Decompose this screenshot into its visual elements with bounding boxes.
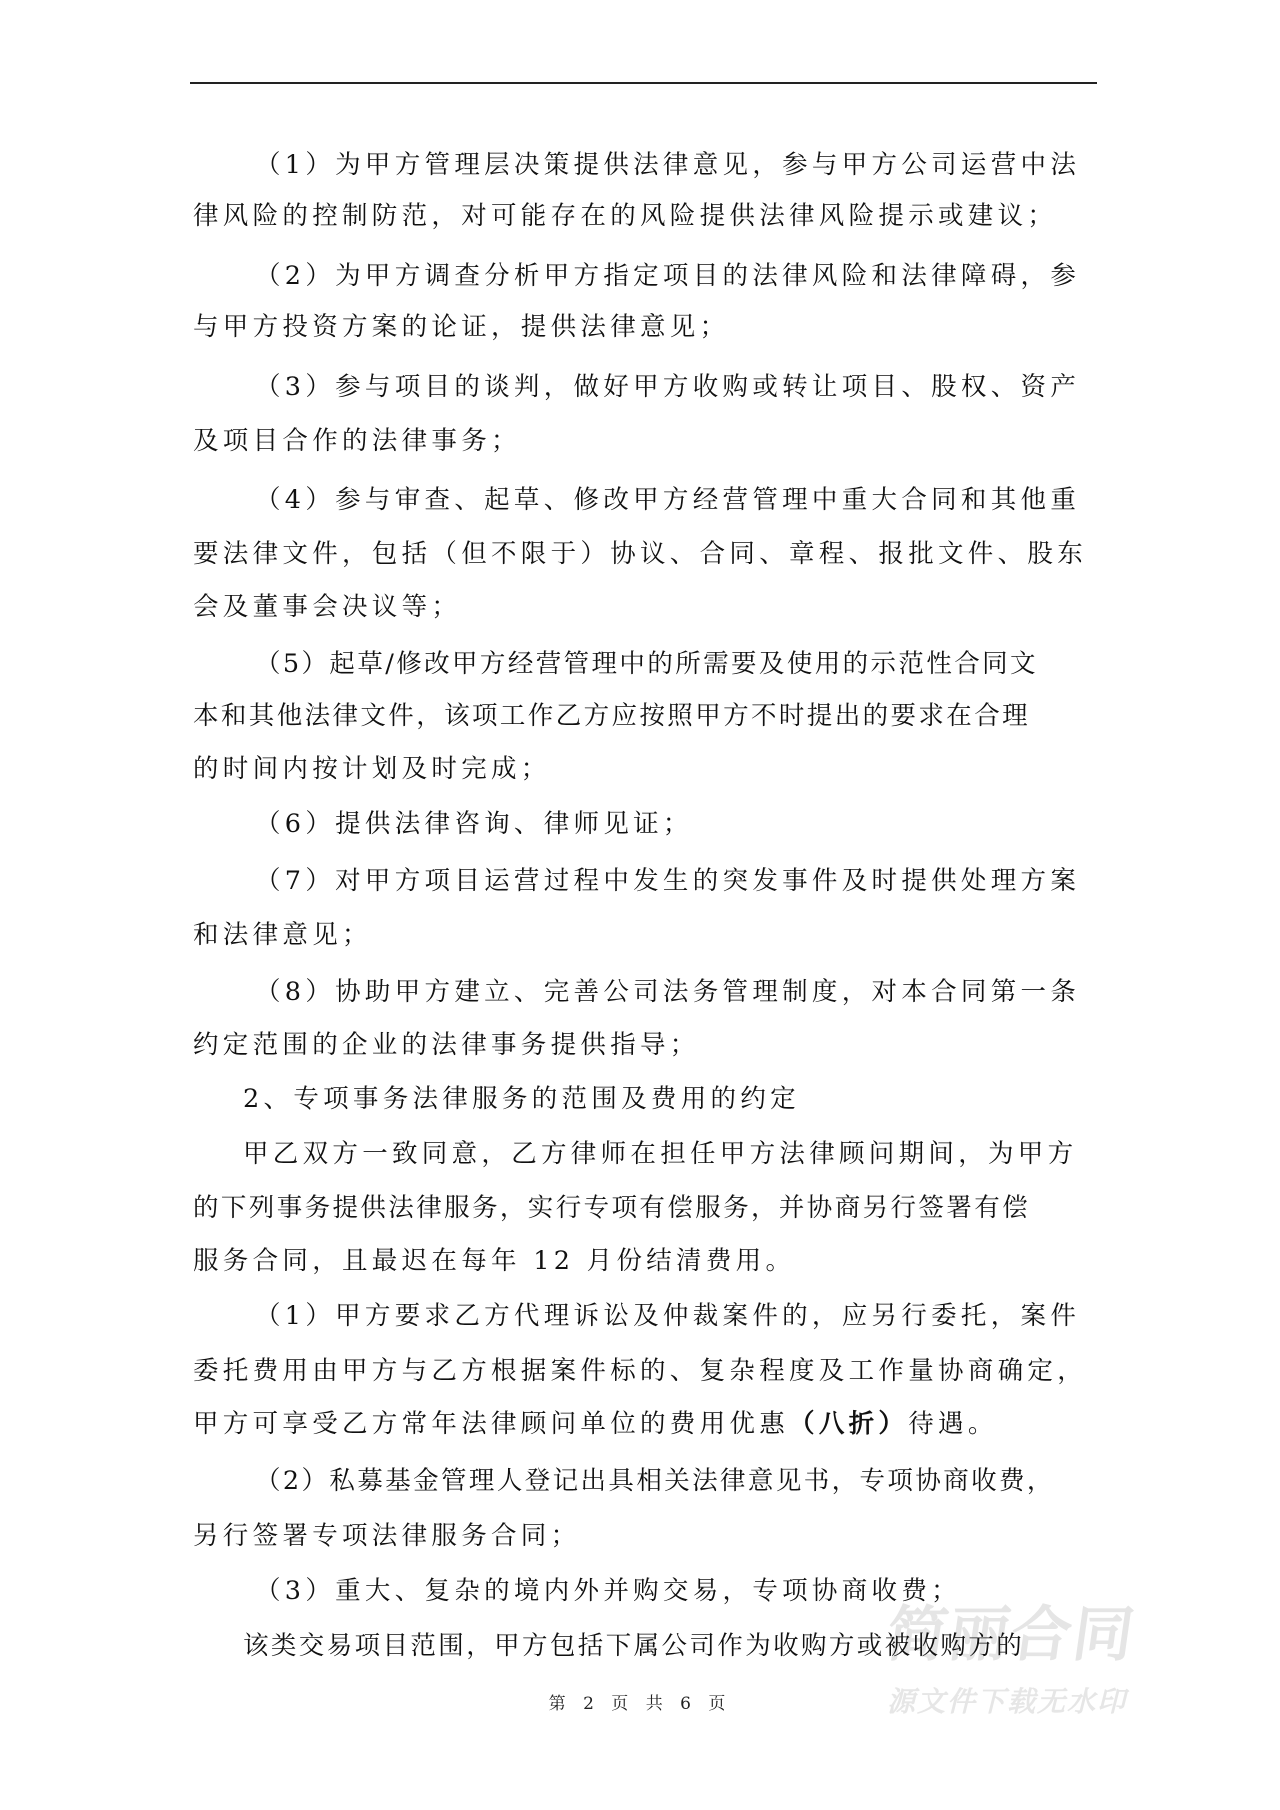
text-line: （2）私募基金管理人登记出具相关法律意见书，专项协商收费， (255, 1466, 1055, 1496)
text-line: 和法律意见； (193, 920, 372, 950)
text-line: 服务合同，且最迟在每年 12 月份结清费用。 (193, 1246, 796, 1276)
text-line: （3）重大、复杂的境内外并购交易，专项协商收费； (255, 1576, 961, 1606)
watermark-subtitle: 源文件下载无水印 (887, 1685, 1128, 1718)
text-line: （3）参与项目的谈判，做好甲方收购或转让项目、股权、资产 (255, 372, 1081, 402)
text-line: 的时间内按计划及时完成； (193, 754, 551, 784)
text-segment: 甲方可享受乙方常年法律顾问单位的费用优惠 (193, 1409, 790, 1439)
text-line: 委托费用由甲方与乙方根据案件标的、复杂程度及工作量协商确定， (193, 1356, 1088, 1386)
text-line: （1）为甲方管理层决策提供法律意见，参与甲方公司运营中法 (255, 150, 1081, 180)
text-line: 与甲方投资方案的论证，提供法律意见； (193, 312, 730, 342)
text-line: （5）起草/修改甲方经营管理中的所需要及使用的示范性合同文 (255, 649, 1038, 679)
text-line: （8）协助甲方建立、完善公司法务管理制度，对本合同第一条 (255, 977, 1081, 1007)
page-number: 第 2 页 共 6 页 (548, 1694, 732, 1714)
text-line: （4）参与审查、起草、修改甲方经营管理中重大合同和其他重 (255, 485, 1081, 515)
text-line: 约定范围的企业的法律事务提供指导； (193, 1030, 700, 1060)
text-line: （1）甲方要求乙方代理诉讼及仲裁案件的，应另行委托，案件 (255, 1301, 1081, 1331)
text-line (193, 1407, 998, 1441)
text-line: 要法律文件，包括（但不限于）协议、合同、章程、报批文件、股东 (193, 539, 1088, 569)
text-segment: 待遇。 (908, 1409, 998, 1439)
text-line: 另行签署专项法律服务合同； (193, 1521, 581, 1551)
watermark-logo: 简丽合同 (882, 1600, 1141, 1670)
text-line: 甲乙双方一致同意，乙方律师在担任甲方法律顾问期间，为甲方 (243, 1139, 1078, 1169)
discount-highlight: （八折） (789, 1409, 909, 1439)
text-line: （7）对甲方项目运营过程中发生的突发事件及时提供处理方案 (255, 866, 1081, 896)
text-line: （2）为甲方调查分析甲方指定项目的法律风险和法律障碍，参 (255, 261, 1081, 291)
section-heading: 2、专项事务法律服务的范围及费用的约定 (243, 1084, 800, 1114)
text-line: 的下列事务提供法律服务，实行专项有偿服务，并协商另行签署有偿 (193, 1193, 1031, 1223)
text-line: 会及董事会决议等； (193, 592, 462, 622)
text-line: 及项目合作的法律事务； (193, 426, 521, 456)
header-rule (190, 82, 1097, 84)
text-line: 该类交易项目范围，甲方包括下属公司作为收购方或被收购方的 (243, 1631, 1025, 1661)
text-line: 律风险的控制防范，对可能存在的风险提供法律风险提示或建议； (193, 201, 1058, 231)
text-line: 本和其他法律文件，该项工作乙方应按照甲方不时提出的要求在合理 (193, 701, 1031, 731)
text-line: （6）提供法律咨询、律师见证； (255, 809, 693, 839)
